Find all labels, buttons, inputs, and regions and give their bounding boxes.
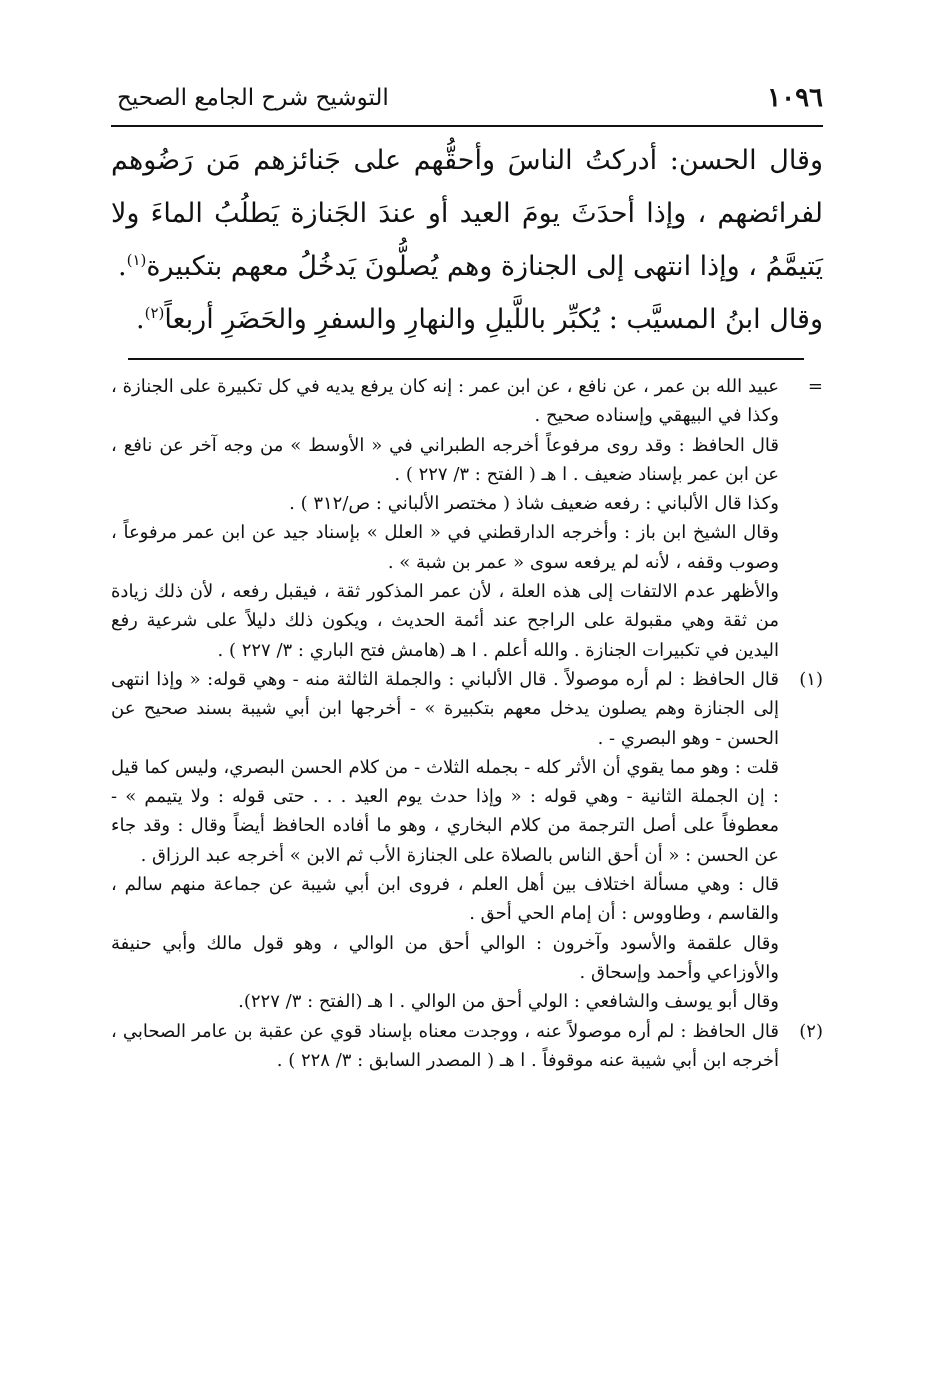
main-paragraph: وقال الحسن: أدركتُ الناسَ وأحقُّهم على جَنائزهم مَن رَضُوهم لفرائضهم ، وإذا أحدَثَ يومَ العيد أو عندَ الجَنازة يَطلُبُ الماءَ ولا يَتيمَّمُ ، وإذا انتهى إلى الجنازة وهم يُصلُّونَ يَدخُلُ معهم بتكبيرة$^{(١)}$. [111, 145, 823, 282]
footnote-continuation [111, 372, 823, 665]
footnote-ref-2[interactable]: (٢) [144, 304, 165, 322]
main-paragraph: وقال ابنُ المسيَّب : يُكبِّر باللَّيلِ والنهارِ والسفرِ والحَضَرِ أربعاً$^{(٢)}$. [136, 304, 823, 335]
footnote-body [111, 1017, 779, 1076]
header-rule [111, 125, 823, 127]
footnote-paragraph: والأظهر عدم الالتفات إلى هذه العلة ، لأن عمر المذكور ثقة ، فيقبل رفعه ، لأن ذلك زيادة من ثقة وهي مقبولة على الراجح عند أئمة الحديث ، ويكون ذلك دليلاً على شرعية رفع اليدين في تكبيرات الجنازة . والله أعلم . ا هـ (هامش فتح الباري : ٣/ ٢٢٧ ) . [111, 581, 779, 661]
footnote-paragraph: عبيد الله بن عمر ، عن نافع ، عن ابن عمر : إنه كان يرفع يديه في كل تكبيرة على الجنازة ، وكذا في البيهقي وإسناده صحيح . [111, 376, 779, 427]
page-number: ١٠٩٦ [767, 83, 823, 113]
footnote-body [111, 665, 779, 1017]
footnote-marker-1: (١) [799, 668, 823, 690]
footnotes [111, 372, 823, 1075]
footnote-marker-2: (٢) [799, 1020, 823, 1042]
footnote-paragraph: وقال الشيخ ابن باز : وأخرجه الدارقطني في « العلل » بإسناد جيد عن ابن عمر مرفوعاً ، وصوب وقفه ، لأنه لم يرفعه سوى « عمر بن شبة » . [111, 522, 779, 573]
footnote-paragraph: قال الحافظ : لم أره موصولاً عنه ، ووجدت معناه بإسناد قوي عن عقبة بن عامر الصحابي ، أخرجه ابن أبي شيبة عنه موقوفاً . ا هـ ( المصدر السابق : ٣/ ٢٢٨ ) . [111, 1020, 779, 1071]
running-title: التوشيح شرح الجامع الصحيح [117, 85, 389, 111]
footnote-ref-1[interactable]: (١) [126, 251, 147, 269]
page-header [117, 78, 823, 118]
footnote-paragraph: قلت : وهو مما يقوي أن الأثر كله - بجمله الثلاث - من كلام الحسن البصري، وليس كما قيل : إن الجملة الثانية - وهي قوله : « وإذا حدث يوم العيد . . . حتى قوله : ولا يتيمم » - معطوفاً على أصل الترجمة من كلام البخاري ، وهو ما أفاده الحافظ أيضاً وقال : وقد جاء عن الحسن : « أن أحق الناس بالصلاة على الجنازة الأب ثم الابن » أخرجه عبد الرزاق . [111, 756, 779, 866]
main-text [111, 134, 823, 346]
footnote-paragraph: وقال أبو يوسف والشافعي : الولي أحق من الوالي . ا هـ (الفتح : ٣/ ٢٢٧). [238, 991, 779, 1013]
footnote-paragraph: وقال علقمة والأسود وآخرون : الوالي أحق من الوالي ، وهو قول مالك وأبي حنيفة والأوزاعي وأحمد وإسحاق . [111, 932, 779, 983]
footnote-paragraph: قال الحافظ : وقد روى مرفوعاً أخرجه الطبراني في « الأوسط » من وجه آخر عن نافع ، عن ابن عمر بإسناد ضعيف . ا هـ ( الفتح : ٣/ ٢٢٧ ) . [111, 434, 779, 485]
footnote-paragraph: قال : وهي مسألة اختلاف بين أهل العلم ، فروى ابن أبي شيبة عن جماعة منهم سالم ، والقاسم ، وطاووس : أن إمام الحي أحق . [111, 874, 779, 925]
continuation-marker: = [807, 376, 823, 397]
footnote-paragraph: قال الحافظ : لم أره موصولاً . قال الألباني : والجملة الثالثة منه - وهي قوله: « وإذا انتهى إلى الجنازة وهم يصلون يدخل معهم بتكبيرة » - أخرجها ابن أبي شيبة بسند صحيح عن الحسن - وهو البصري - . [111, 668, 779, 749]
footnote-2 [111, 1017, 823, 1076]
footnote-paragraph: وكذا قال الألباني : رفعه ضعيف شاذ ( مختصر الألباني : ص/٣١٢ ) . [289, 493, 779, 515]
footnote-body [111, 372, 779, 665]
footnote-rule [128, 358, 804, 360]
footnote-1 [111, 665, 823, 1017]
